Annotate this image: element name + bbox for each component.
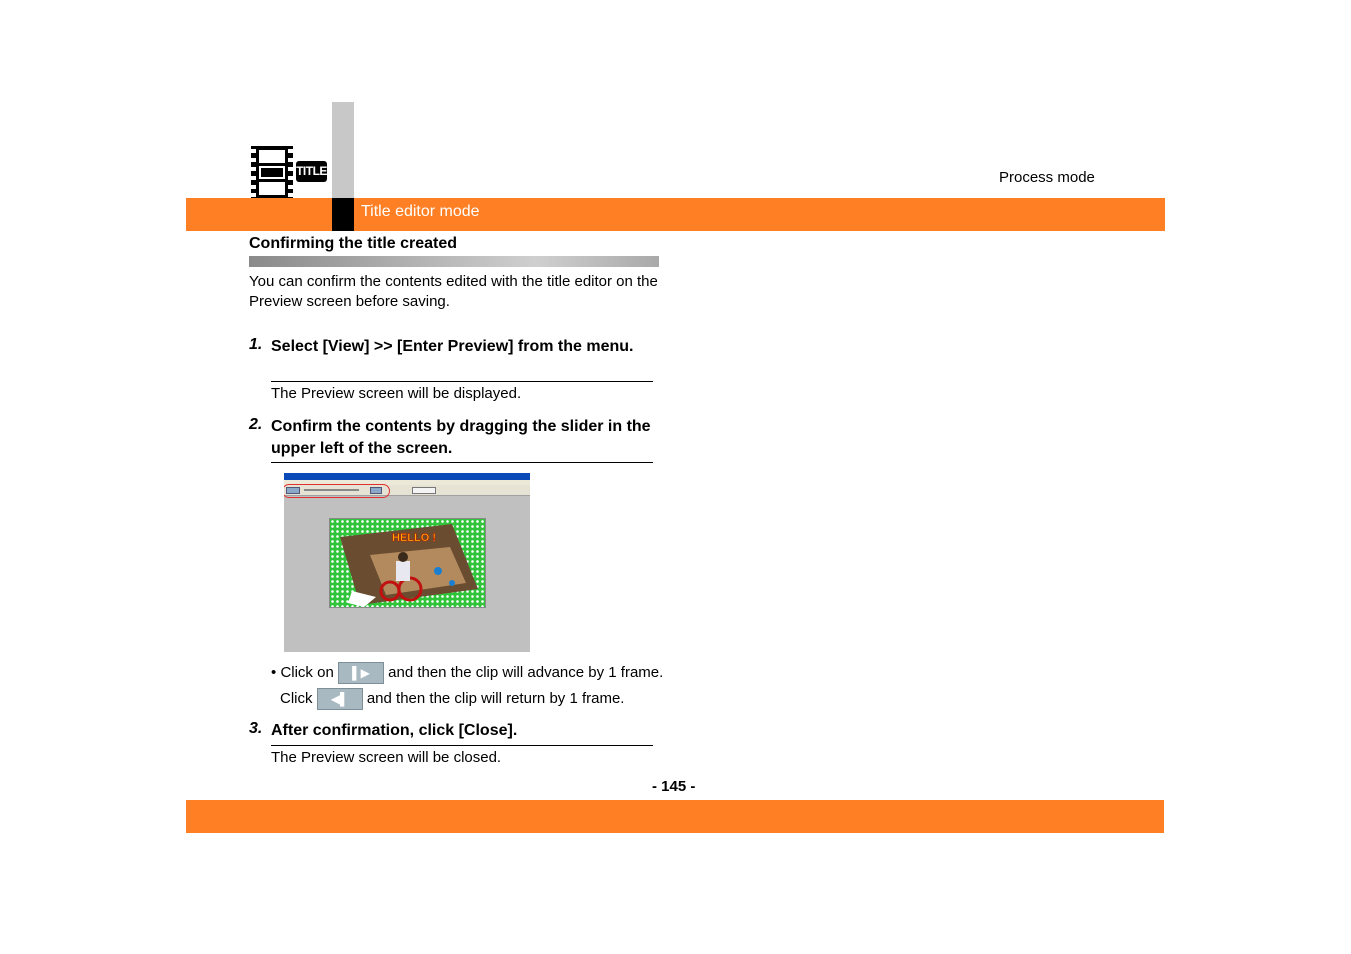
section-heading: Confirming the title created [249, 235, 458, 252]
return-prefix: Click [280, 689, 313, 707]
intro-text: You can confirm the contents edited with the title editor on the Preview screen before saving. [249, 273, 658, 310]
advance-prefix: Click on [280, 663, 334, 681]
return-suffix: and then the clip will return by 1 frame. [366, 689, 625, 707]
preview-frame [329, 518, 486, 608]
step-1-number: 1. [249, 336, 263, 353]
header-gray-bar [332, 102, 354, 198]
heading-rule [249, 256, 659, 267]
screenshot-close-button [412, 487, 436, 494]
header-black-bar [332, 198, 354, 231]
slider-highlight [284, 484, 390, 498]
preview-caption: HELLO ! [392, 532, 436, 544]
page-number: - 145 - [652, 778, 696, 795]
screenshot-titlebar [284, 473, 530, 480]
step-3-title: After confirmation, click [Close]. [271, 722, 518, 739]
step-1-title: Select [View] >> [Enter Preview] from the menu. [271, 338, 634, 355]
advance-note [271, 662, 663, 684]
step-1-rule [271, 381, 653, 382]
return-note [280, 688, 624, 710]
step-1-description: The Preview screen will be displayed. [271, 385, 522, 402]
advance-suffix: and then the clip will advance by 1 frame. [388, 663, 664, 681]
preview-image [330, 519, 485, 607]
section-title: Title editor mode [361, 203, 480, 220]
next-frame-icon: ▌▶ [338, 662, 384, 684]
film-strip-icon [251, 146, 293, 198]
title-badge: TITLE [296, 161, 327, 182]
step-2-title: Confirm the contents by dragging the slider in the upper left of the screen. [271, 418, 651, 457]
step-2-number: 2. [249, 416, 263, 433]
footer-orange-bar [186, 800, 1164, 833]
preview-screenshot [284, 473, 530, 652]
screenshot-toolbar [284, 485, 530, 496]
step-2-rule [271, 462, 653, 463]
bullet: • [271, 663, 277, 681]
prev-frame-icon: ◀▌ [317, 688, 363, 710]
mode-label: Process mode [999, 169, 1095, 186]
step-3-description: The Preview screen will be closed. [271, 749, 502, 766]
step-3-number: 3. [249, 720, 263, 737]
step-3-rule [271, 745, 653, 746]
